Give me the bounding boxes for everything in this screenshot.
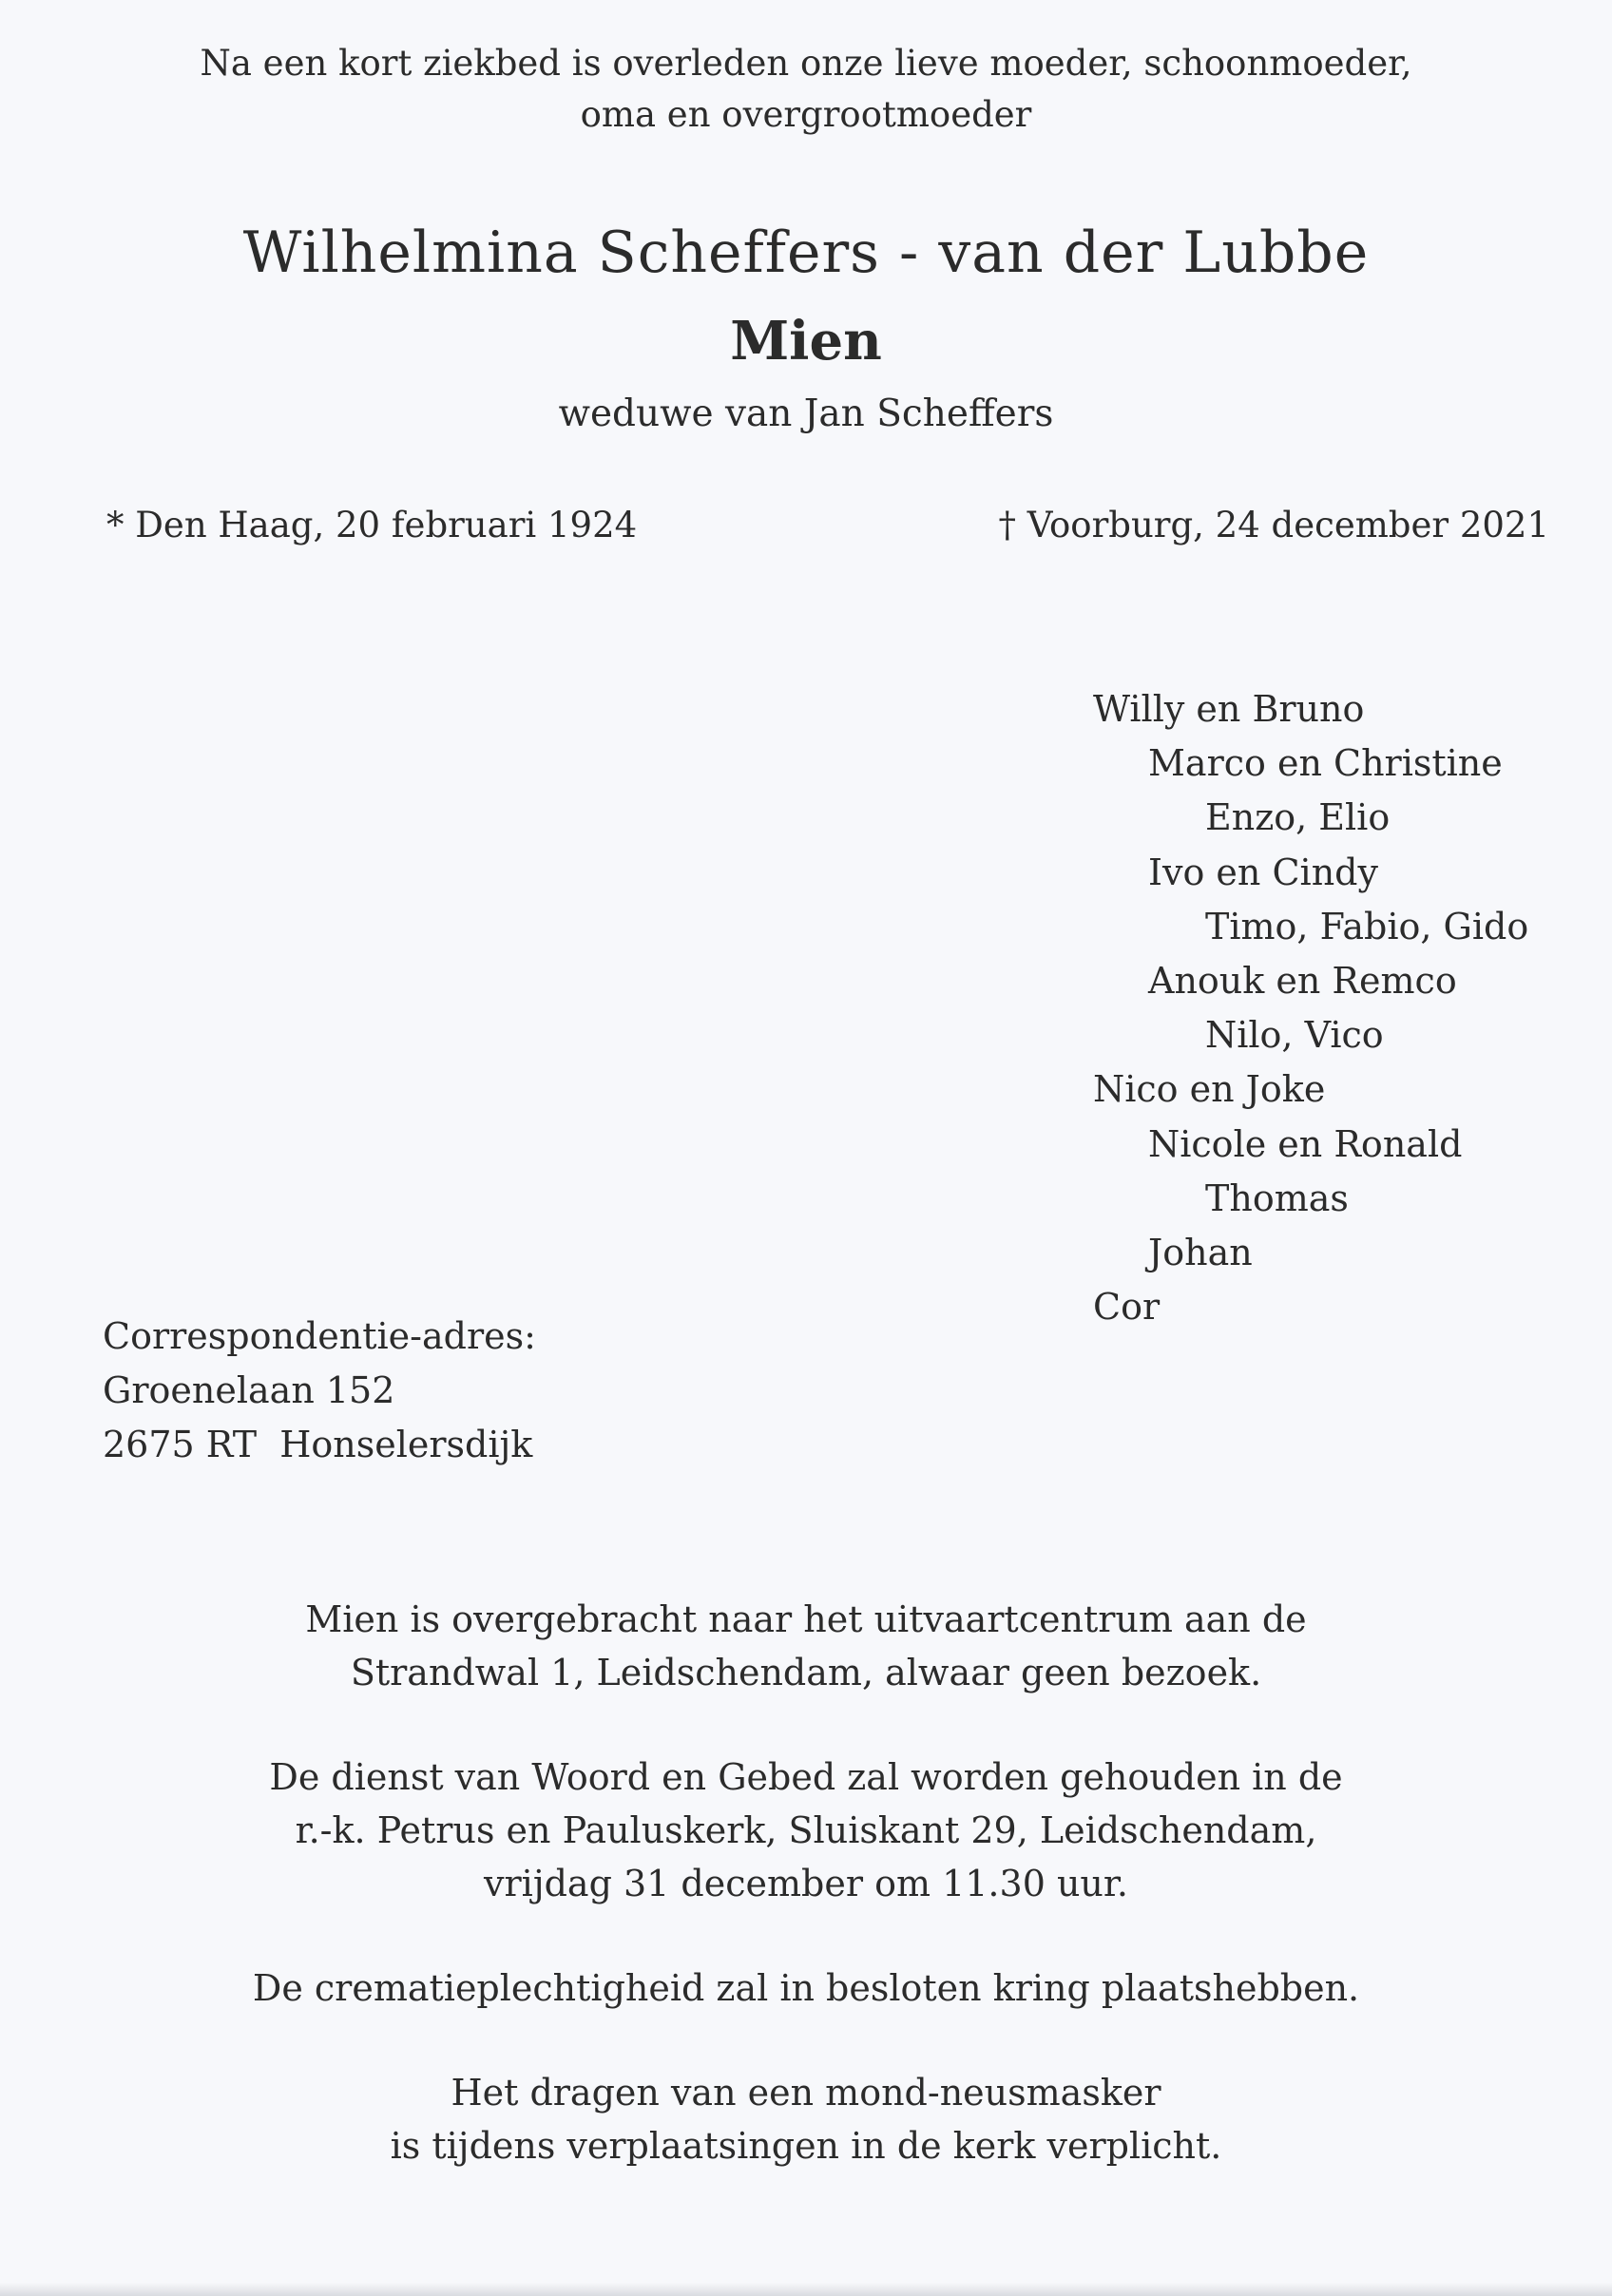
- correspondence-address: [103, 1310, 536, 1472]
- family-member: Johan: [1148, 1232, 1253, 1274]
- deceased-full-name: Wilhelmina Scheffers - van der Lubbe: [242, 220, 1370, 286]
- service-line-3: vrijdag 31 december om 11.30 uur.: [484, 1863, 1128, 1904]
- service-line-2: r.-k. Petrus en Pauluskerk, Sluiskant 29, Leidschendam,: [295, 1809, 1317, 1851]
- intro-text: [0, 38, 1612, 141]
- cremation-line-1: De crematieplechtigheid zal in besloten kring plaatshebben.: [252, 1967, 1360, 2009]
- transfer-line-1: Mien is overgebracht naar het uitvaartcentrum aan de: [305, 1598, 1307, 1640]
- address-label: Correspondentie-adres:: [103, 1315, 536, 1357]
- family-member: Nicole en Ronald: [1148, 1122, 1463, 1165]
- family-list: [1093, 682, 1528, 1334]
- family-member: Nilo, Vico: [1205, 1014, 1384, 1057]
- family-member: Anouk en Remco: [1148, 960, 1457, 1003]
- widow-of-line: weduwe van Jan Scheffers: [558, 392, 1054, 435]
- birth-date-place: * Den Haag, 20 februari 1924: [106, 505, 638, 545]
- mask-paragraph: [0, 2066, 1612, 2172]
- transfer-line-2: Strandwal 1, Leidschendam, alwaar geen bezoek.: [350, 1652, 1262, 1693]
- death-date-place: † Voorburg, 24 december 2021: [998, 505, 1549, 545]
- service-paragraph: [0, 1751, 1612, 1910]
- deceased-nickname: Mien: [730, 310, 882, 373]
- scan-bottom-edge: [0, 2283, 1612, 2296]
- family-member: Enzo, Elio: [1205, 796, 1391, 839]
- transfer-paragraph: [0, 1593, 1612, 1699]
- service-line-1: De dienst van Woord en Gebed zal worden gehouden in de: [269, 1756, 1343, 1798]
- family-member: Thomas: [1205, 1177, 1349, 1219]
- address-city: 2675 RT Honselersdijk: [103, 1424, 533, 1465]
- closing-text: [0, 1593, 1612, 2224]
- mask-line-2: is tijdens verplaatsingen in de kerk verplicht.: [390, 2125, 1222, 2167]
- address-street: Groenelaan 152: [103, 1369, 395, 1411]
- intro-line-1: Na een kort ziekbed is overleden onze lieve moeder, schoonmoeder,: [200, 43, 1412, 84]
- family-member: Nico en Joke: [1093, 1068, 1326, 1111]
- family-member: Willy en Bruno: [1093, 688, 1365, 730]
- mask-line-1: Het dragen van een mond-neusmasker: [451, 2072, 1161, 2114]
- family-member: Marco en Christine: [1148, 742, 1503, 785]
- family-member: Ivo en Cindy: [1148, 851, 1378, 893]
- family-member: Timo, Fabio, Gido: [1205, 905, 1529, 947]
- intro-line-2: oma en overgrootmoeder: [580, 94, 1032, 135]
- family-member: Cor: [1093, 1286, 1161, 1329]
- cremation-paragraph: [0, 1961, 1612, 2015]
